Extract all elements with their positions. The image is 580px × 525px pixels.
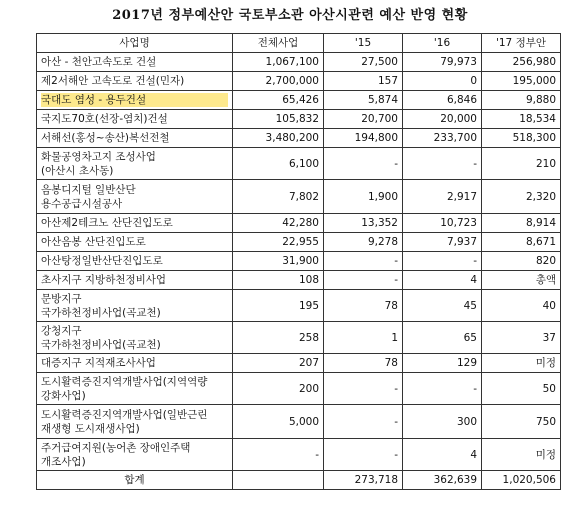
header-year-2017-gov: '17 정부안	[482, 34, 561, 53]
year-2016-cell: -	[403, 148, 482, 180]
year-2016-cell: 300	[403, 405, 482, 439]
project-name-line: 강청지구	[41, 324, 82, 337]
year-2016-cell: 65	[403, 322, 482, 354]
year-2016-cell: 6,846	[403, 91, 482, 110]
project-name-cell	[37, 405, 233, 439]
year-2017-cell: 37	[482, 322, 561, 354]
header-year-2015: '15	[324, 34, 403, 53]
table-row	[37, 91, 561, 110]
header-project-name: 사업명	[37, 34, 233, 53]
project-name-line: 국지도70호(선장-염치)건설	[41, 113, 168, 125]
total-2016: 362,639	[403, 471, 482, 490]
project-name-cell	[37, 439, 233, 471]
year-2017-cell: 8,671	[482, 233, 561, 252]
project-name-line: 화물공영차고지 조성사업	[41, 150, 156, 163]
total-project-cell: 195	[233, 290, 324, 322]
table-row	[37, 72, 561, 91]
project-name-line: 아산 - 천안고속도로 건설	[41, 56, 157, 68]
table-row	[37, 405, 561, 439]
project-name-cell	[37, 252, 233, 271]
project-name-cell	[37, 290, 233, 322]
project-name-cell	[37, 53, 233, 72]
project-name-line: (아산시 초사동)	[41, 164, 114, 177]
year-2016-cell: 79,973	[403, 53, 482, 72]
table-row	[37, 129, 561, 148]
year-2017-cell: 820	[482, 252, 561, 271]
year-2017-cell: 9,880	[482, 91, 561, 110]
project-name-line: 국대도 염성 - 용두건설	[41, 93, 228, 107]
total-project-cell: -	[233, 439, 324, 471]
total-project-cell: 3,480,200	[233, 129, 324, 148]
project-name-cell	[37, 354, 233, 373]
year-2016-cell: 10,723	[403, 214, 482, 233]
year-2016-cell: 233,700	[403, 129, 482, 148]
year-2015-cell: 5,874	[324, 91, 403, 110]
year-2017-cell: 40	[482, 290, 561, 322]
project-name-line: 용수공급시설공사	[41, 197, 123, 210]
project-name-cell	[37, 110, 233, 129]
project-name-cell	[37, 233, 233, 252]
year-2015-cell: 157	[324, 72, 403, 91]
year-2017-cell: 750	[482, 405, 561, 439]
year-2017-cell: 210	[482, 148, 561, 180]
year-2017-cell: 2,320	[482, 180, 561, 214]
total-project-cell: 2,700,000	[233, 72, 324, 91]
project-name-line: 아산음봉 산단진입도로	[41, 236, 146, 248]
year-2017-cell: 미정	[482, 354, 561, 373]
total-project-cell: 105,832	[233, 110, 324, 129]
year-2016-cell: 7,937	[403, 233, 482, 252]
year-2015-cell: -	[324, 439, 403, 471]
year-2016-cell: 2,917	[403, 180, 482, 214]
table-row	[37, 53, 561, 72]
year-2016-cell: 0	[403, 72, 482, 91]
project-name-line: 대증지구 지적재조사사업	[41, 357, 156, 369]
year-2015-cell: -	[324, 373, 403, 405]
year-2015-cell: 1,900	[324, 180, 403, 214]
project-name-cell	[37, 91, 233, 110]
project-name-line: 음봉디지털 일반산단	[41, 183, 136, 196]
table-row	[37, 252, 561, 271]
total-project-cell: 258	[233, 322, 324, 354]
budget-table	[36, 33, 561, 490]
year-2015-cell: 78	[324, 290, 403, 322]
year-2016-cell: -	[403, 373, 482, 405]
project-name-line: 강화사업)	[41, 389, 86, 402]
year-2017-cell: 256,980	[482, 53, 561, 72]
year-2017-cell: 50	[482, 373, 561, 405]
project-name-cell	[37, 322, 233, 354]
table-row	[37, 373, 561, 405]
project-name-line: 서해선(홍성~송산)복선전철	[41, 132, 170, 144]
year-2015-cell: 78	[324, 354, 403, 373]
table-row	[37, 148, 561, 180]
year-2015-cell: -	[324, 405, 403, 439]
project-name-cell	[37, 129, 233, 148]
project-name-line: 도시활력증진지역개발사업(지역역량	[41, 375, 208, 388]
total-label: 합계	[37, 471, 233, 490]
year-2016-cell: 129	[403, 354, 482, 373]
total-overall	[233, 471, 324, 490]
project-name-cell	[37, 148, 233, 180]
year-2015-cell: -	[324, 252, 403, 271]
total-2015: 273,718	[324, 471, 403, 490]
year-2015-cell: 27,500	[324, 53, 403, 72]
year-2015-cell: 194,800	[324, 129, 403, 148]
year-2017-cell: 195,000	[482, 72, 561, 91]
year-2017-cell: 미정	[482, 439, 561, 471]
year-2017-cell: 8,914	[482, 214, 561, 233]
table-row	[37, 354, 561, 373]
header-year-2016: '16	[403, 34, 482, 53]
total-project-cell: 42,280	[233, 214, 324, 233]
project-name-line: 국가하천정비사업(곡교천)	[41, 338, 161, 351]
project-name-line: 초사지구 지방하천정비사업	[41, 274, 167, 286]
year-2015-cell: 1	[324, 322, 403, 354]
total-project-cell: 108	[233, 271, 324, 290]
table-row	[37, 439, 561, 471]
project-name-cell	[37, 180, 233, 214]
project-name-line: 재생형 도시재생사업)	[41, 422, 140, 435]
table-row	[37, 290, 561, 322]
project-name-line: 아산제2테크노 산단진입도로	[41, 217, 173, 229]
total-project-cell: 22,955	[233, 233, 324, 252]
year-2015-cell: -	[324, 271, 403, 290]
page-title: 2017년 정부예산안 국토부소관 아산시관련 예산 반영 현황	[112, 8, 468, 23]
project-name-line: 제2서해안 고속도로 건설(민자)	[41, 75, 185, 87]
project-name-line: 문방지구	[41, 292, 82, 305]
total-project-cell: 200	[233, 373, 324, 405]
project-name-line: 국가하천정비사업(곡교천)	[41, 306, 161, 319]
project-name-line: 개조사업)	[41, 455, 86, 468]
table-row	[37, 233, 561, 252]
project-name-line: 도시활력증진지역개발사업(일반근린	[41, 408, 208, 421]
header-row	[37, 34, 561, 53]
table-row	[37, 110, 561, 129]
total-project-cell: 207	[233, 354, 324, 373]
year-2015-cell: 20,700	[324, 110, 403, 129]
year-2016-cell: 4	[403, 271, 482, 290]
project-name-line: 아산탕정일반산단진입도로	[41, 255, 163, 267]
table-row	[37, 180, 561, 214]
year-2017-cell: 총액	[482, 271, 561, 290]
year-2016-cell: -	[403, 252, 482, 271]
table-footer	[37, 471, 561, 490]
total-project-cell: 1,067,100	[233, 53, 324, 72]
year-2015-cell: 13,352	[324, 214, 403, 233]
year-2016-cell: 20,000	[403, 110, 482, 129]
table-row	[37, 271, 561, 290]
year-2015-cell: 9,278	[324, 233, 403, 252]
project-name-cell	[37, 214, 233, 233]
year-2016-cell: 45	[403, 290, 482, 322]
table-body	[37, 53, 561, 471]
year-2015-cell: -	[324, 148, 403, 180]
total-project-cell: 5,000	[233, 405, 324, 439]
table-header	[37, 34, 561, 53]
project-name-cell	[37, 72, 233, 91]
total-row	[37, 471, 561, 490]
project-name-cell	[37, 373, 233, 405]
table-row	[37, 322, 561, 354]
total-project-cell: 6,100	[233, 148, 324, 180]
year-2017-cell: 18,534	[482, 110, 561, 129]
total-project-cell: 7,802	[233, 180, 324, 214]
table-row	[37, 214, 561, 233]
year-2017-cell: 518,300	[482, 129, 561, 148]
total-project-cell: 31,900	[233, 252, 324, 271]
project-name-line: 주거급여지원(농어촌 장애인주택	[41, 441, 191, 454]
total-project-cell: 65,426	[233, 91, 324, 110]
total-2017: 1,020,506	[482, 471, 561, 490]
year-2016-cell: 4	[403, 439, 482, 471]
project-name-cell	[37, 271, 233, 290]
header-total-project: 전체사업	[233, 34, 324, 53]
